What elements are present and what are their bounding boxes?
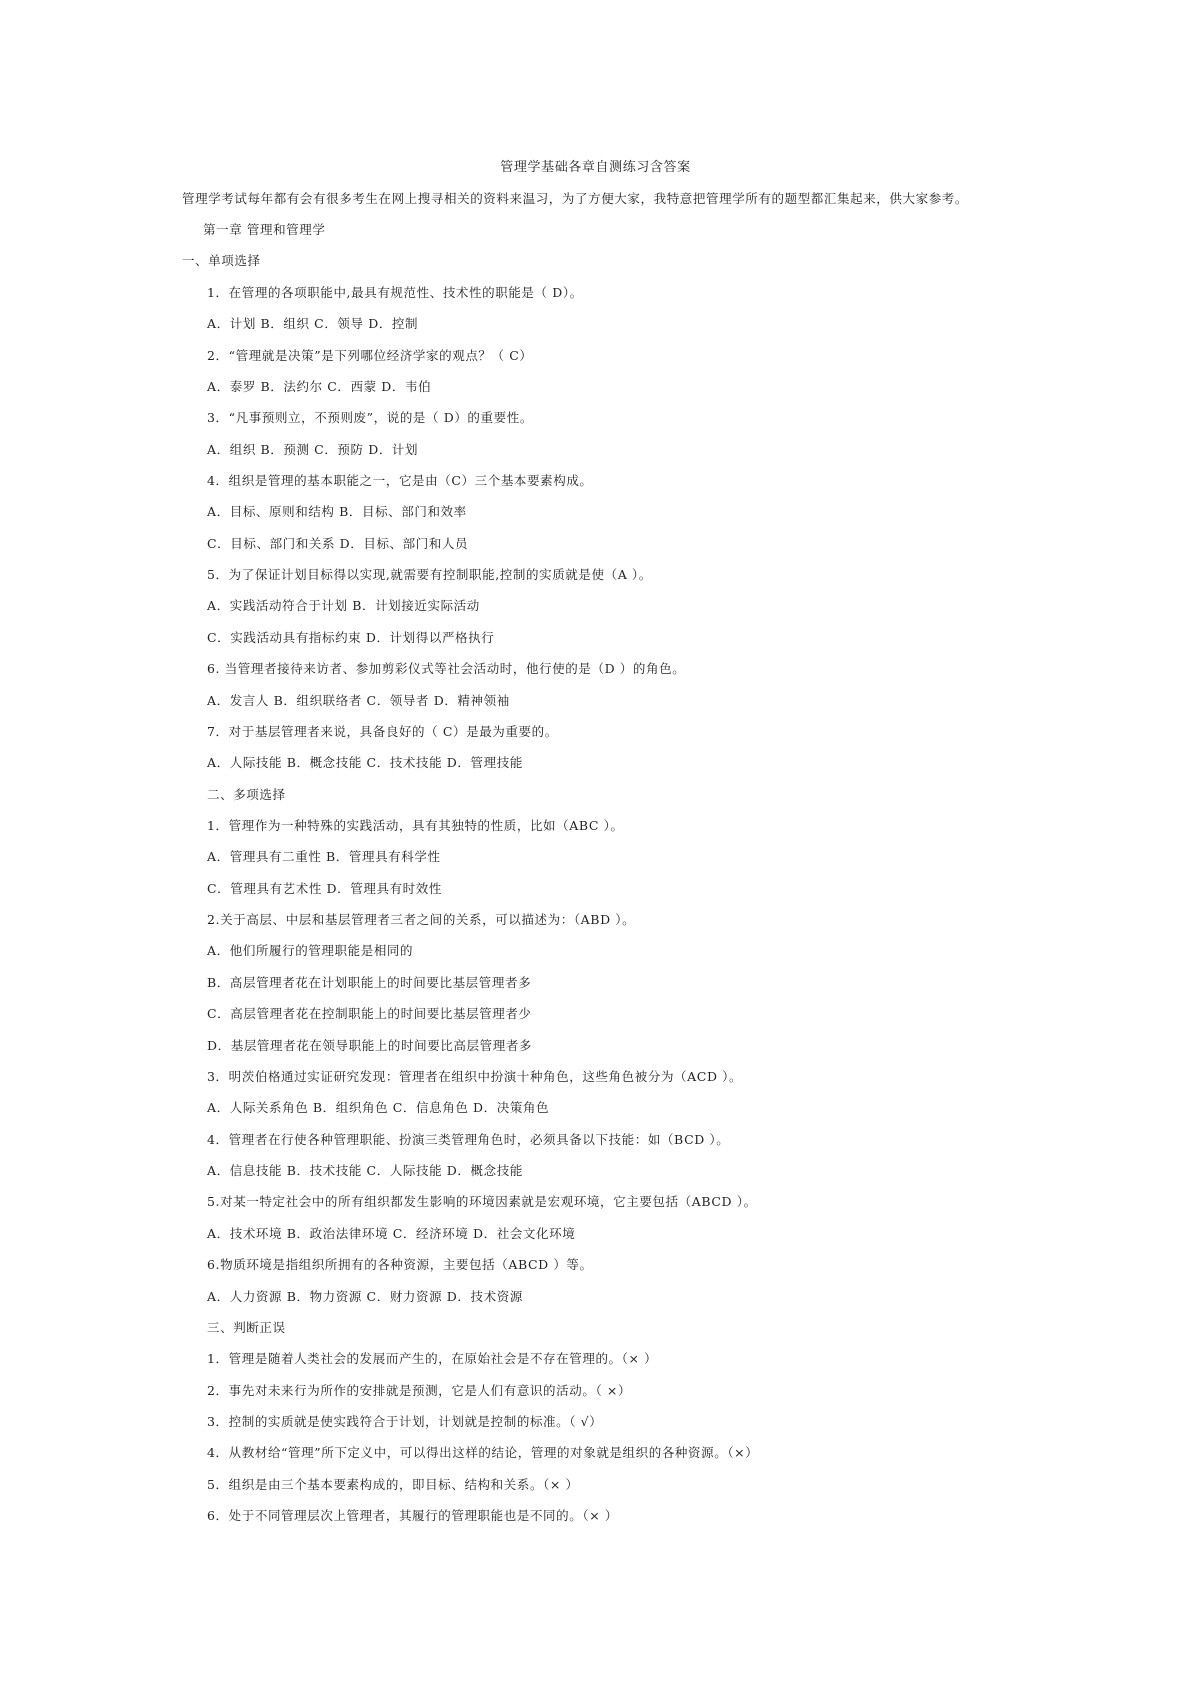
- question-text: 2.关于高层、中层和基层管理者三者之间的关系，可以描述为：（ABD ）。: [207, 912, 636, 927]
- question-options: C．管理具有艺术性 D．管理具有时效性: [207, 881, 442, 896]
- question-options: A．他们所履行的管理职能是相同的: [207, 943, 414, 958]
- statement-text: 2．事先对未来行为所作的安排就是预测，它是人们有意识的活动。（ ×）: [207, 1383, 632, 1398]
- question-options: A．人际技能 B．概念技能 C．技术技能 D．管理技能: [207, 755, 523, 770]
- question-options: A．组织 B．预测 C．预防 D．计划: [207, 442, 419, 457]
- question-options: A．技术环境 B．政治法律环境 C．经济环境 D．社会文化环境: [207, 1226, 576, 1241]
- statement-text: 3．控制的实质就是使实践符合于计划，计划就是控制的标准。（ √）: [207, 1414, 603, 1429]
- question-text: 1．管理作为一种特殊的实践活动，具有其独特的性质，比如（ABC ）。: [207, 818, 624, 833]
- question-text: 3．“凡事预则立，不预则废”，说的是（ D）的重要性。: [207, 410, 533, 425]
- question-options: C．目标、部门和关系 D．目标、部门和人员: [207, 536, 469, 551]
- question-options: A．目标、原则和结构 B．目标、部门和效率: [207, 504, 467, 519]
- question-text: 6. 当管理者接待来访者、参加剪彩仪式等社会活动时，他行使的是（D ）的角色。: [207, 661, 686, 676]
- question-options: C．高层管理者花在控制职能上的时间要比基层管理者少: [207, 1006, 532, 1021]
- question-text: 7．对于基层管理者来说，具备良好的（ C）是最为重要的。: [207, 724, 558, 739]
- question-text: 1．在管理的各项职能中,最具有规范性、技术性的职能是（ D）。: [207, 285, 583, 300]
- question-options: D．基层管理者花在领导职能上的时间要比高层管理者多: [207, 1038, 533, 1053]
- chapter-heading: 第一章 管理和管理学: [203, 222, 326, 237]
- document-title: 管理学基础各章自测练习含答案: [500, 160, 691, 175]
- question-options: A．计划 B．组织 C．领导 D．控制: [207, 316, 419, 331]
- question-options: A．信息技能 B．技术技能 C．人际技能 D．概念技能: [207, 1163, 523, 1178]
- question-options: A．人力资源 B．物力资源 C．财力资源 D．技术资源: [207, 1289, 523, 1304]
- section-heading-true-false: 三、判断正误: [207, 1320, 286, 1335]
- question-options: A．人际关系角色 B．组织角色 C．信息角色 D．决策角色: [207, 1100, 550, 1115]
- question-options: A．发言人 B．组织联络者 C．领导者 D．精神领袖: [207, 693, 510, 708]
- section-heading-multiple-choice: 二、多项选择: [207, 787, 286, 802]
- question-options: C．实践活动具有指标约束 D．计划得以严格执行: [207, 630, 495, 645]
- statement-text: 1．管理是随着人类社会的发展而产生的，在原始社会是不存在管理的。（× ）: [207, 1351, 658, 1366]
- question-text: 5.对某一特定社会中的所有组织都发生影响的环境因素就是宏观环境，它主要包括（ABCD ）。: [207, 1194, 757, 1209]
- question-text: 5．为了保证计划目标得以实现,就需要有控制职能,控制的实质就是使（A ）。: [207, 567, 652, 582]
- section-heading-single-choice: 一、单项选择: [182, 253, 261, 268]
- intro-paragraph: 管理学考试每年都有会有很多考生在网上搜寻相关的资料来温习，为了方便大家，我特意把管理学所有的题型都汇集起来，供大家参考。: [182, 191, 969, 206]
- question-text: 4．管理者在行使各种管理职能、扮演三类管理角色时，必须具备以下技能：如（BCD ）。: [207, 1132, 730, 1147]
- statement-text: 5．组织是由三个基本要素构成的，即目标、结构和关系。（× ）: [207, 1477, 579, 1492]
- question-options: A．管理具有二重性 B．管理具有科学性: [207, 849, 441, 864]
- question-options: B．高层管理者花在计划职能上的时间要比基层管理者多: [207, 975, 532, 990]
- question-text: 4．组织是管理的基本职能之一，它是由（C）三个基本要素构成。: [207, 473, 593, 488]
- statement-text: 4．从教材给“管理”所下定义中，可以得出这样的结论，管理的对象就是组织的各种资源。（×）: [207, 1445, 759, 1460]
- statement-text: 6．处于不同管理层次上管理者，其履行的管理职能也是不同的。（× ）: [207, 1508, 618, 1523]
- question-options: A．泰罗 B．法约尔 C．西蒙 D．韦伯: [207, 379, 432, 394]
- question-options: A．实践活动符合于计划 B．计划接近实际活动: [207, 598, 480, 613]
- question-text: 6.物质环境是指组织所拥有的各种资源，主要包括（ABCD ）等。: [207, 1257, 593, 1272]
- question-text: 3．明茨伯格通过实证研究发现：管理者在组织中扮演十种角色，这些角色被分为（ACD ）。: [207, 1069, 743, 1084]
- question-text: 2．“管理就是决策”是下列哪位经济学家的观点？（ C）: [207, 348, 533, 363]
